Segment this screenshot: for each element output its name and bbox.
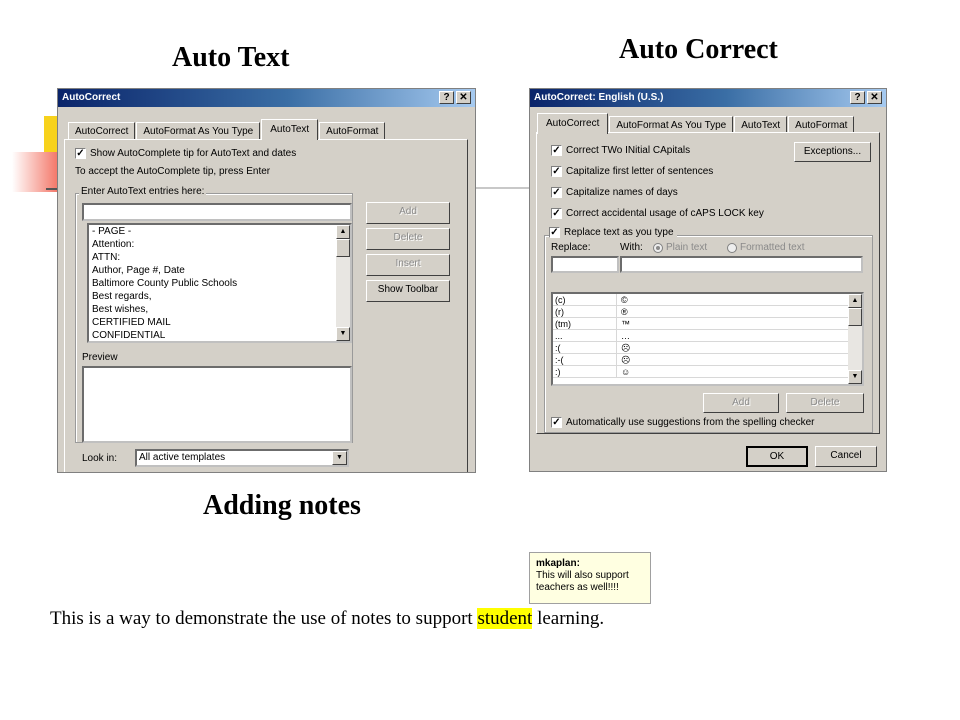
autotext-entry[interactable]: CERTIFIED MAIL: [92, 317, 171, 328]
scroll-thumb[interactable]: [336, 239, 350, 257]
replace-text-checkbox[interactable]: [549, 227, 677, 238]
tab-autotext[interactable]: AutoText: [734, 116, 787, 134]
autotext-entry-input[interactable]: [82, 203, 352, 221]
autotext-entry[interactable]: Author, Page #, Date: [92, 265, 185, 276]
replace-text-label: Replace text as you type: [564, 227, 674, 238]
heading-adding-notes: Adding notes: [203, 490, 361, 521]
replace-cell: (r): [553, 306, 617, 317]
spelling-suggestions-checkbox[interactable]: [551, 417, 814, 428]
accept-tip-text: To accept the AutoComplete tip, press Enter: [75, 166, 271, 177]
enter-autotext-label: Enter AutoText entries here:: [81, 186, 205, 197]
with-cell: ™: [621, 319, 630, 329]
text-before: This is a way to demonstrate the use of notes to support: [50, 608, 478, 629]
check-label: Capitalize first letter of sentences: [566, 166, 714, 177]
autotext-entry[interactable]: Baltimore County Public Schools: [92, 278, 238, 289]
exceptions-button[interactable]: Exceptions...: [794, 142, 871, 162]
radio-dot: [653, 243, 663, 253]
correct-two-initial-capitals-checkbox[interactable]: [551, 145, 690, 156]
with-cell: ☺: [621, 367, 631, 377]
with-cell: …: [621, 331, 630, 341]
replace-cell: (tm): [553, 318, 617, 329]
show-toolbar-button[interactable]: Show Toolbar: [366, 280, 450, 302]
look-in-label: Look in:: [82, 453, 118, 464]
table-row[interactable]: [553, 294, 862, 306]
radio-label: Formatted text: [740, 242, 805, 253]
checkbox-mark: ✓: [552, 208, 561, 219]
autotext-entry[interactable]: - PAGE -: [92, 226, 132, 237]
suggestions-label: Automatically use suggestions from the spelling checker: [566, 417, 815, 428]
checkbox-mark: ✓: [550, 227, 559, 238]
checkbox-mark: ✓: [552, 187, 561, 198]
add-entry-button[interactable]: Add: [703, 393, 779, 413]
chevron-down-icon[interactable]: ▼: [332, 451, 347, 465]
caps-lock-checkbox[interactable]: [551, 208, 764, 219]
help-button[interactable]: ?: [850, 91, 865, 104]
radio-label: Plain text: [666, 242, 708, 253]
tab-autoformat-as-you-type[interactable]: AutoFormat As You Type: [136, 122, 260, 140]
autotext-dialog: [57, 88, 476, 473]
highlighted-word: student: [477, 608, 533, 629]
replacement-table[interactable]: [551, 292, 864, 386]
note-text: This will also support teachers as well!!!!: [536, 570, 629, 593]
tab-autoformat-as-you-type[interactable]: AutoFormat As You Type: [609, 116, 733, 134]
ok-button[interactable]: OK: [746, 446, 808, 467]
with-cell: ©: [621, 295, 628, 305]
capitalize-days-checkbox[interactable]: [551, 187, 678, 198]
tab-autotext[interactable]: AutoText: [261, 119, 318, 140]
check-label: Correct accidental usage of cAPS LOCK key: [566, 208, 764, 219]
dialog-title: AutoCorrect: [62, 92, 121, 103]
show-tip-label: Show AutoComplete tip for AutoText and dates: [90, 148, 297, 159]
with-cell: ®: [621, 307, 628, 317]
close-button[interactable]: ✕: [867, 91, 882, 104]
with-cell: ☹: [621, 355, 631, 365]
document-text: [50, 606, 650, 631]
comment-note[interactable]: [529, 552, 651, 604]
autotext-entry[interactable]: Attention:: [92, 239, 135, 250]
table-row[interactable]: [553, 366, 862, 378]
table-row[interactable]: [553, 354, 862, 366]
checkbox-mark: ✓: [76, 148, 85, 159]
scroll-down-icon[interactable]: ▼: [336, 327, 350, 341]
add-button[interactable]: Add: [366, 202, 450, 224]
replace-cell: :-(: [553, 354, 617, 365]
close-button[interactable]: ✕: [456, 91, 471, 104]
with-input[interactable]: [620, 256, 863, 273]
table-row[interactable]: [553, 330, 862, 342]
scroll-thumb[interactable]: [848, 308, 862, 326]
checkbox-mark: ✓: [552, 166, 561, 177]
help-button[interactable]: ?: [439, 91, 454, 104]
replace-input[interactable]: [551, 256, 619, 273]
radio-dot: [727, 243, 737, 253]
autotext-entries-list[interactable]: [87, 223, 352, 343]
table-row[interactable]: [553, 318, 862, 330]
tab-autoformat[interactable]: AutoFormat: [788, 116, 854, 134]
tab-autocorrect[interactable]: AutoCorrect: [537, 113, 608, 134]
look-in-value: All active templates: [139, 452, 226, 463]
replace-cell: ...: [553, 330, 617, 341]
preview-label: Preview: [82, 352, 118, 363]
autocorrect-dialog: [529, 88, 887, 472]
autotext-entry[interactable]: Best regards,: [92, 291, 152, 302]
replace-label: Replace:: [551, 242, 591, 253]
autotext-entry[interactable]: CONFIDENTIAL: [92, 330, 166, 341]
delete-button[interactable]: Delete: [366, 228, 450, 250]
delete-entry-button[interactable]: Delete: [786, 393, 864, 413]
with-label: With:: [620, 242, 643, 253]
list-scrollbar[interactable]: [336, 225, 350, 341]
tab-autoformat[interactable]: AutoFormat: [319, 122, 385, 140]
table-row[interactable]: [553, 342, 862, 354]
with-cell: ☹: [621, 343, 631, 353]
dialog-title: AutoCorrect: English (U.S.): [534, 92, 664, 103]
capitalize-first-letter-checkbox[interactable]: [551, 166, 713, 177]
replace-cell: :): [553, 366, 617, 377]
heading-auto-correct: Auto Correct: [619, 34, 778, 65]
tab-strip: [68, 122, 386, 140]
plain-text-radio[interactable]: [653, 242, 707, 253]
checkbox-mark: ✓: [552, 145, 561, 156]
scroll-up-icon[interactable]: ▲: [848, 294, 862, 308]
replace-cell: (c): [553, 294, 617, 305]
preview-box: [82, 366, 352, 443]
scroll-down-icon[interactable]: ▼: [848, 370, 862, 384]
tab-autocorrect[interactable]: AutoCorrect: [68, 122, 135, 140]
title-bar: [530, 89, 886, 107]
check-label: Capitalize names of days: [566, 187, 678, 198]
heading-auto-text: Auto Text: [172, 42, 290, 73]
look-in-select[interactable]: [135, 449, 349, 467]
table-row[interactable]: [553, 306, 862, 318]
note-author: mkaplan:: [536, 558, 580, 569]
formatted-text-radio[interactable]: [727, 242, 804, 253]
replace-cell: :(: [553, 342, 617, 353]
slide-decoration-red: [12, 152, 62, 192]
show-tip-checkbox[interactable]: [75, 148, 296, 159]
insert-button[interactable]: Insert: [366, 254, 450, 276]
slide-decoration-line-right: [476, 187, 530, 189]
check-label: Correct TWo INitial CApitals: [566, 145, 691, 156]
text-after: learning.: [532, 608, 605, 629]
autotext-entry[interactable]: ATTN:: [92, 252, 121, 263]
cancel-button[interactable]: Cancel: [815, 446, 877, 467]
autotext-entry[interactable]: Best wishes,: [92, 304, 149, 315]
checkbox-mark: ✓: [552, 417, 561, 428]
scroll-up-icon[interactable]: ▲: [336, 225, 350, 239]
table-scrollbar[interactable]: [848, 294, 862, 384]
title-bar: [58, 89, 475, 107]
